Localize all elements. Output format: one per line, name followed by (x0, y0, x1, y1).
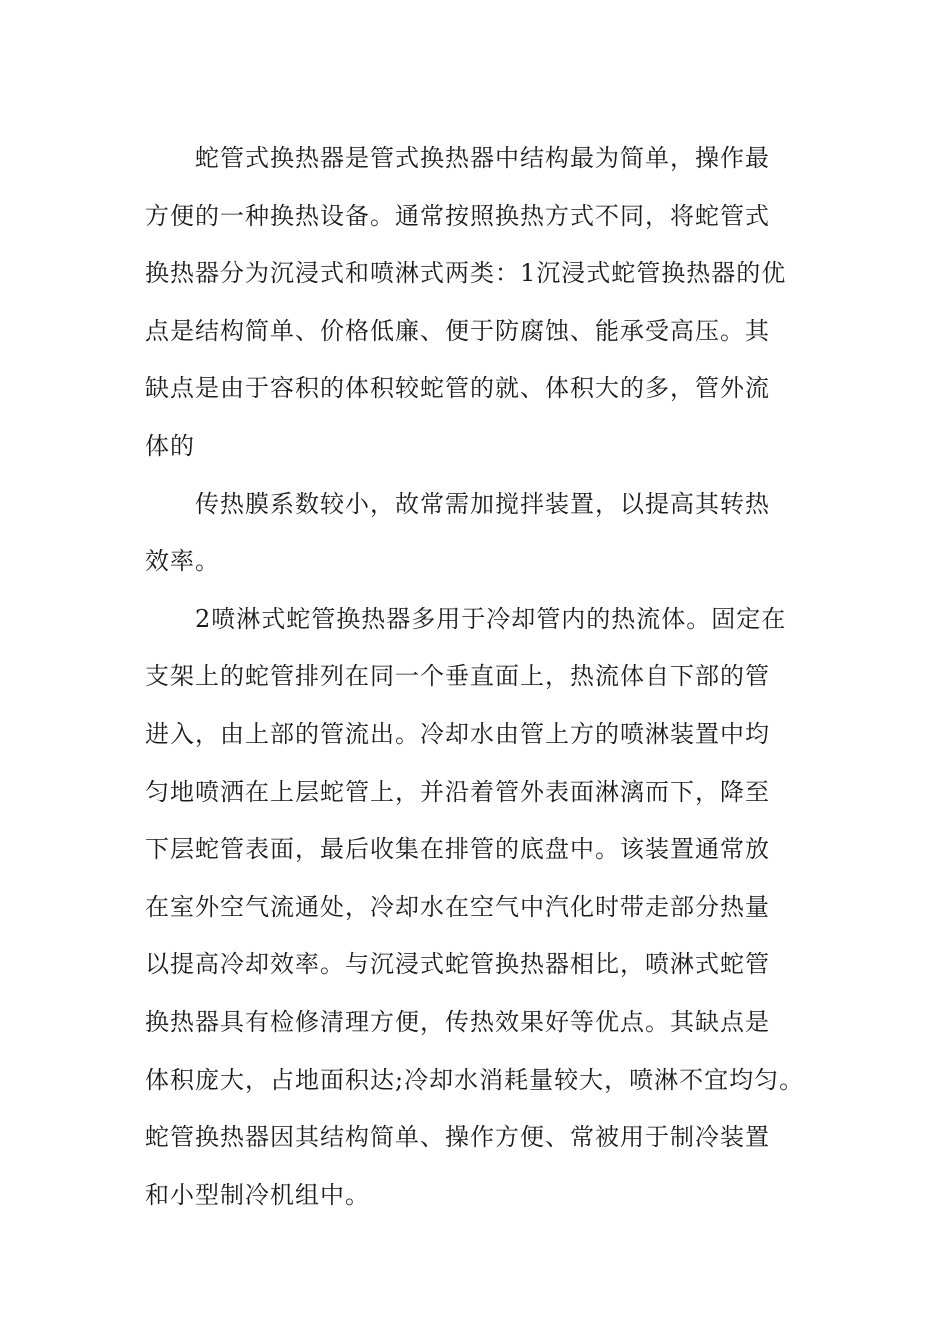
paragraph-line: 在室外空气流通处，冷却水在空气中汽化时带走部分热量 (145, 892, 770, 921)
paragraph-line: 方便的一种换热设备。通常按照换热方式不同，将蛇管式 (145, 201, 770, 230)
paragraph-line: 2喷淋式蛇管换热器多用于冷却管内的热流体。固定在 (195, 604, 787, 633)
paragraph-line: 传热膜系数较小，故常需加搅拌装置，以提高其转热 (195, 489, 770, 518)
paragraph-line: 以提高冷却效率。与沉浸式蛇管换热器相比，喷淋式蛇管 (145, 950, 770, 979)
paragraph-line: 匀地喷洒在上层蛇管上，并沿着管外表面淋漓而下，降至 (145, 777, 770, 806)
paragraph-line: 进入，由上部的管流出。冷却水由管上方的喷淋装置中均 (145, 719, 770, 748)
paragraph-line: 体积庞大，占地面积达;冷却水消耗量较大，喷淋不宜均匀。 (145, 1065, 805, 1094)
paragraph-line: 效率。 (145, 547, 220, 576)
paragraph-line: 下层蛇管表面，最后收集在排管的底盘中。该装置通常放 (145, 835, 770, 864)
paragraph-line: 蛇管式换热器是管式换热器中结构最为简单，操作最 (195, 144, 770, 172)
paragraph-line: 蛇管换热器因其结构简单、操作方便、常被用于制冷装置 (145, 1123, 770, 1152)
paragraph-line: 换热器具有检修清理方便，传热效果好等优点。其缺点是 (145, 1007, 770, 1036)
paragraph-line: 缺点是由于容积的体积较蛇管的就、体积大的多，管外流 (145, 374, 770, 403)
document-body (145, 130, 810, 1224)
paragraph-line: 和小型制冷机组中。 (145, 1180, 370, 1209)
paragraph-line: 点是结构简单、价格低廉、便于防腐蚀、能承受高压。其 (145, 316, 770, 345)
paragraph-line: 换热器分为沉浸式和喷淋式两类：1沉浸式蛇管换热器的优 (145, 259, 787, 288)
paragraph-line: 体的 (145, 431, 195, 460)
paragraph-line: 支架上的蛇管排列在同一个垂直面上，热流体自下部的管 (145, 662, 770, 691)
